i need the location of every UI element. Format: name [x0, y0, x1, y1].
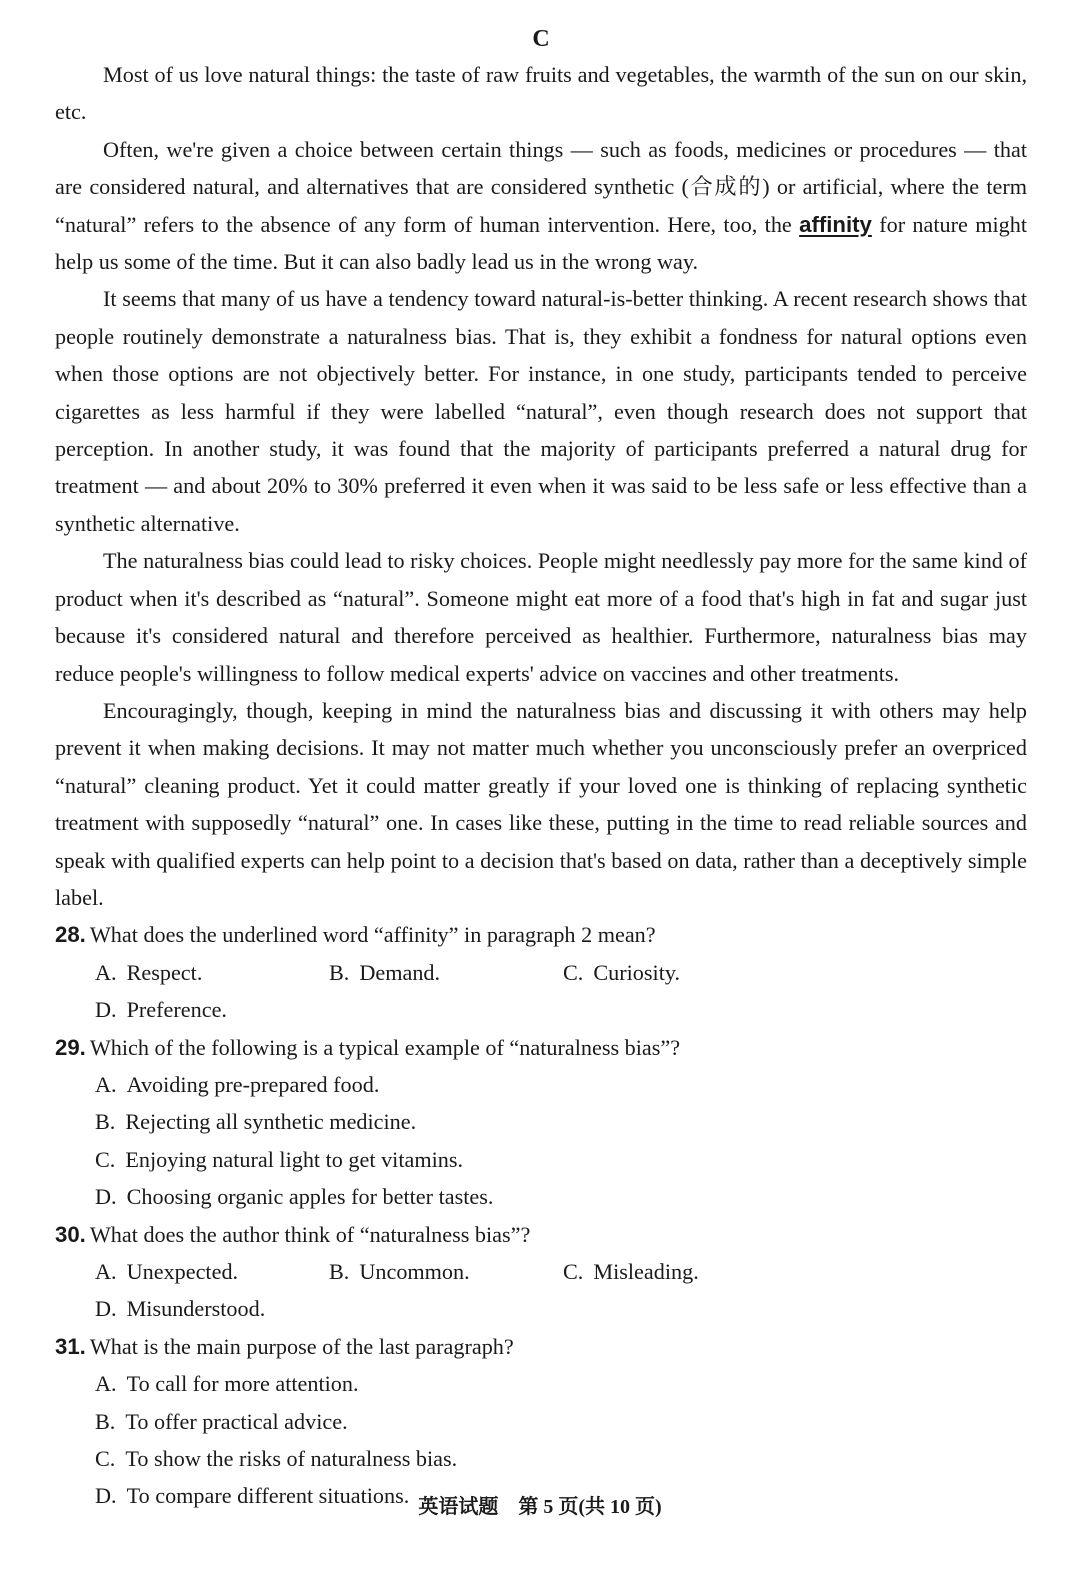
option-28-d[interactable]: [95, 991, 329, 1028]
option-28-b[interactable]: [329, 954, 563, 991]
option-letter: D.: [95, 1483, 117, 1509]
option-30-d[interactable]: [95, 1290, 329, 1327]
options-28: [55, 954, 1027, 1029]
option-text: Demand.: [359, 959, 441, 985]
option-letter: B.: [329, 1259, 350, 1284]
options-30: [55, 1253, 1027, 1328]
option-text: To call for more attention.: [126, 1371, 359, 1397]
paragraph-2-text-before: Often, we're given a choice between certain things — such as foods, medicines or procedures — that are considered natural, and alternatives that are considered synthetic (合成的) or artificial, where the term “natural” refers to the absence of any form of human intervention. Here, too, the: [55, 136, 1027, 237]
option-text: Choosing organic apples for better tastes.: [126, 1184, 494, 1210]
option-text: To show the risks of naturalness bias.: [125, 1446, 458, 1472]
option-text: Preference.: [126, 997, 227, 1023]
option-31-b[interactable]: [95, 1403, 567, 1440]
option-text: Misleading.: [593, 1259, 699, 1284]
option-28-c[interactable]: [563, 954, 797, 991]
option-31-a[interactable]: [95, 1365, 567, 1402]
option-29-d[interactable]: [95, 1178, 1025, 1215]
option-letter: D.: [95, 1296, 117, 1322]
option-letter: C.: [95, 1146, 116, 1172]
option-text: Rejecting all synthetic medicine.: [125, 1109, 417, 1135]
option-letter: C.: [95, 1446, 116, 1472]
options-29: [55, 1066, 1027, 1216]
option-letter: A.: [95, 959, 117, 985]
question-number: 29.: [55, 1034, 86, 1060]
option-letter: B.: [329, 959, 350, 985]
section-heading: C: [532, 26, 550, 52]
option-text: Enjoying natural light to get vitamins.: [125, 1146, 464, 1172]
option-letter: A.: [95, 1071, 117, 1097]
question-31: [55, 1328, 1027, 1365]
option-letter: C.: [563, 959, 584, 985]
option-letter: D.: [95, 1184, 117, 1210]
option-text: To offer practical advice.: [125, 1408, 348, 1434]
option-text: Uncommon.: [359, 1259, 470, 1284]
paragraph-5: Encouragingly, though, keeping in mind the naturalness bias and discussing it with others may help prevent it when making decisions. It may not matter much whether you unconsciously prefer an overpriced “natural” cleaning product. Yet it could matter greatly if your loved one is thinking of replacing synthetic treatment with supposedly “natural” one. In cases like these, putting in the time to read reliable sources and speak with qualified experts can help point to a decision that's based on data, rather than a deceptively simple label.: [55, 697, 1027, 910]
option-text: Curiosity.: [593, 959, 681, 985]
paragraph-2: [55, 131, 1027, 281]
option-29-c[interactable]: [95, 1141, 1025, 1178]
option-text: Avoiding pre-prepared food.: [126, 1071, 380, 1097]
option-30-a[interactable]: [95, 1253, 329, 1290]
option-28-a[interactable]: [95, 954, 329, 991]
option-text: To compare different situations.: [126, 1483, 410, 1509]
exam-page: [55, 22, 1027, 1515]
option-letter: C.: [563, 1259, 584, 1284]
option-29-b[interactable]: [95, 1103, 1025, 1140]
question-text: Which of the following is a typical example of “naturalness bias”?: [89, 1034, 681, 1060]
option-letter: B.: [95, 1408, 116, 1434]
option-letter: B.: [95, 1109, 116, 1135]
option-letter: A.: [95, 1259, 117, 1284]
page-footer: 英语试题 第 5 页(共 10 页): [418, 1496, 662, 1518]
paragraph-4: The naturalness bias could lead to risky choices. People might needlessly pay more for the same kind of product when it's described as “natural”. Someone might eat more of a food that's high in fat and sugar just because it's considered natural and therefore perceived as healthier. Furthermore, naturalness bias may reduce people's willingness to follow medical experts' advice on vaccines and other treatments.: [55, 548, 1027, 686]
option-text: Misunderstood.: [126, 1296, 266, 1322]
question-text: What is the main purpose of the last paragraph?: [89, 1333, 514, 1359]
question-28: [55, 916, 1027, 953]
option-31-c[interactable]: [95, 1440, 567, 1477]
underlined-word-affinity: affinity: [799, 211, 872, 237]
option-30-b[interactable]: [329, 1253, 563, 1290]
option-letter: D.: [95, 997, 117, 1023]
option-text: Respect.: [126, 959, 203, 985]
option-30-c[interactable]: [563, 1253, 797, 1290]
question-29: [55, 1029, 1027, 1066]
question-number: 28.: [55, 922, 86, 948]
paragraph-3: It seems that many of us have a tendency toward natural-is-better thinking. A recent research shows that people routinely demonstrate a naturalness bias. That is, they exhibit a fondness for natural options even when those options are not objectively better. For instance, in one study, participants tended to perceive cigarettes as less harmful if they were labelled “natural”, even though research does not support that perception. In another study, it was found that the majority of participants preferred a natural drug for treatment — and about 20% to 30% preferred it even when it was said to be less safe or less effective than a synthetic alternative.: [55, 286, 1027, 536]
question-text: What does the underlined word “affinity” in paragraph 2 mean?: [89, 922, 656, 948]
paragraph-1: Most of us love natural things: the taste of raw fruits and vegetables, the warmth of the sun on our skin, etc.: [55, 62, 1027, 125]
paragraph-2-text-after: for nature might help us some of the time. But it can also badly lead us in the wrong way.: [55, 211, 1027, 275]
option-text: Unexpected.: [126, 1259, 239, 1284]
question-30: [55, 1216, 1027, 1253]
option-29-a[interactable]: [95, 1066, 1025, 1103]
question-number: 30.: [55, 1221, 86, 1247]
question-text: What does the author think of “naturalness bias”?: [89, 1221, 531, 1247]
option-letter: A.: [95, 1371, 117, 1397]
question-number: 31.: [55, 1333, 86, 1359]
